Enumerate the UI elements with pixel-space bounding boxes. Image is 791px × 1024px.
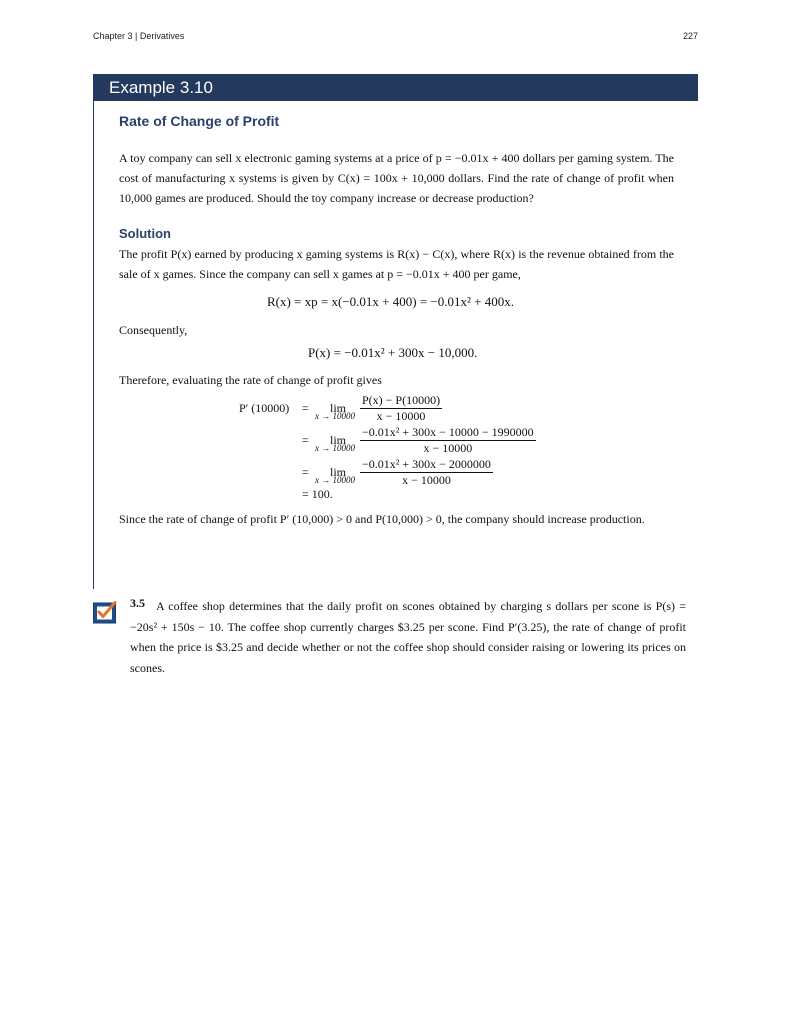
therefore-text: Therefore, evaluating the rate of change of profit gives bbox=[119, 373, 382, 387]
limit-operator: lim bbox=[330, 465, 347, 479]
solution-intro: The profit P(x) earned by producing x gaming systems is R(x) − C(x), where R(x) is the revenue obtained from the sale of x games. Since the company can sell x games at p = −0.01x + 400 per game, bbox=[119, 247, 674, 281]
limit-subscript: x → 10000 bbox=[315, 475, 355, 485]
profit-equation: P(x) = −0.01x² + 300x − 10,000. bbox=[308, 345, 478, 360]
fraction-step-2 bbox=[360, 425, 536, 456]
equals-sign: = bbox=[302, 433, 309, 447]
example-subtitle: Rate of Change of Profit bbox=[119, 113, 280, 129]
checklist-icon bbox=[93, 601, 118, 624]
example-banner bbox=[93, 74, 698, 101]
fraction-step-3 bbox=[360, 457, 493, 488]
limit-subscript: x → 10000 bbox=[315, 411, 355, 421]
denominator: x − 10000 bbox=[423, 441, 473, 455]
limit-operator: lim bbox=[330, 433, 347, 447]
running-header-chapter: Chapter 3 | Derivatives bbox=[93, 31, 185, 41]
equals-sign: = bbox=[302, 401, 309, 415]
example-title: Example 3.10 bbox=[109, 78, 213, 97]
numerator: −0.01x² + 300x − 10000 − 1990000 bbox=[362, 425, 534, 439]
denominator: x − 10000 bbox=[402, 473, 451, 487]
page-number: 227 bbox=[683, 31, 699, 41]
revenue-equation: R(x) = xp = x(−0.01x + 400) = −0.01x² + 400x. bbox=[267, 294, 514, 309]
example-left-rule bbox=[93, 101, 94, 589]
fraction-step-1 bbox=[360, 393, 442, 424]
derivation-lhs: P′ (10000) bbox=[239, 401, 290, 415]
limit-operator: lim bbox=[330, 401, 347, 415]
equals-sign: = bbox=[302, 465, 309, 479]
solution-heading: Solution bbox=[119, 226, 171, 241]
limit-subscript: x → 10000 bbox=[315, 443, 355, 453]
exercise-statement: A coffee shop determines that the daily profit on scones obtained by charging s dollars per scone is P(s) = −20s² + 150s − 10. The coffee shop currently charges $3.25 per scone. Find P′(3.25), the rate of change of profit when the price is $3.25 and decide whether or not the coffee shop should consider raising or lowering its prices on scones. bbox=[130, 599, 686, 675]
consequently-text: Consequently, bbox=[119, 323, 188, 337]
exercise-number: 3.5 bbox=[130, 596, 145, 610]
solution-conclusion: Since the rate of change of profit P′ (10,000) > 0 and P(10,000) > 0, the company should increase production. bbox=[119, 512, 645, 526]
numerator: −0.01x² + 300x − 2000000 bbox=[362, 457, 491, 471]
problem-statement: A toy company can sell x electronic gaming systems at a price of p = −0.01x + 400 dollars per gaming system. The cost of manufacturing x systems is given by C(x) = 100x + 10,000 dollars. Find the rate of change of profit when 10,000 games are produced. Should the toy company increase or decrease production? bbox=[119, 151, 674, 205]
derivation-result: = 100. bbox=[302, 487, 333, 501]
denominator: x − 10000 bbox=[376, 409, 426, 423]
numerator: P(x) − P(10000) bbox=[362, 393, 441, 407]
exercise-text bbox=[130, 596, 686, 678]
